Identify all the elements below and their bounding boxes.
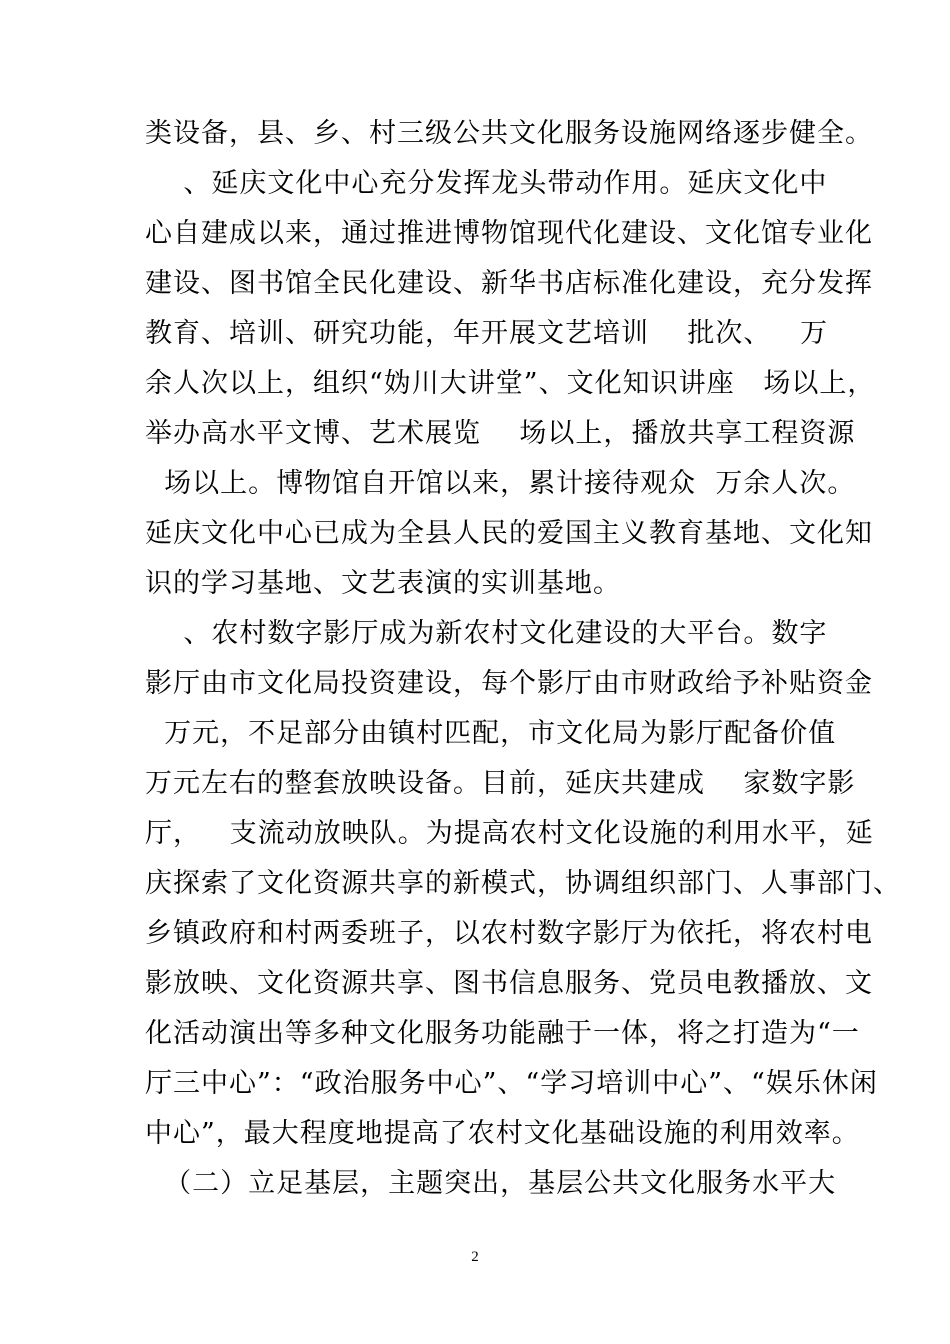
text-line: 厅， 支流动放映队。为提高农村文化设施的利用水平，延 — [145, 818, 874, 849]
text-line: 万元，不足部分由镇村匹配，市文化局为影厅配备价值 — [145, 718, 837, 749]
text-line: 识的学习基地、文艺表演的实训基地。 — [145, 568, 621, 599]
text-line: 心自建成以来，通过推进博物馆现代化建设、文化馆专业化 — [145, 218, 873, 249]
text-line: 中心”，最大程度地提高了农村文化基础设施的利用效率。 — [145, 1118, 860, 1149]
text-line: 庆探索了文化资源共享的新模式，协调组织部门、人事部门、 — [145, 868, 901, 899]
page-number: 2 — [471, 1249, 479, 1265]
text-line: 万元左右的整套放映设备。目前，延庆共建成 家数字影 — [145, 768, 856, 799]
text-line: 举办高水平文博、艺术展览 场以上，播放共享工程资源 — [145, 418, 856, 449]
text-line: 教育、培训、研究功能，年开展文艺培训 批次、 万 — [145, 318, 829, 349]
text-line: 类设备，县、乡、村三级公共文化服务设施网络逐步健全。 — [145, 118, 873, 149]
text-line: 影厅由市文化局投资建设，每个影厅由市财政给予补贴资金 — [145, 668, 873, 699]
text-line: 化活动演出等多种文化服务功能融于一体，将之打造为“一 — [145, 1018, 860, 1049]
text-line: 、农村数字影厅成为新农村文化建设的大平台。数字 — [145, 618, 828, 649]
text-line: 影放映、文化资源共享、图书信息服务、党员电教播放、文 — [145, 968, 873, 999]
text-line: 场以上。博物馆自开馆以来，累计接待观众 万余人次。 — [145, 468, 856, 499]
text-line: 厅三中心”：“政治服务中心”、“学习培训中心”、“娱乐休闲 — [145, 1068, 878, 1099]
text-line: 乡镇政府和村两委班子，以农村数字影厅为依托，将农村电 — [145, 918, 873, 949]
text-line: 延庆文化中心已成为全县人民的爱国主义教育基地、文化知 — [145, 518, 873, 549]
text-line: 建设、图书馆全民化建设、新华书店标准化建设，充分发挥 — [145, 268, 873, 299]
text-line: 余人次以上，组织“妫川大讲堂”、文化知识讲座 场以上， — [145, 368, 876, 399]
section-heading: （二）立足基层，主题突出，基层公共文化服务水平大 — [145, 1168, 837, 1199]
text-line: 、延庆文化中心充分发挥龙头带动作用。延庆文化中 — [145, 168, 828, 199]
